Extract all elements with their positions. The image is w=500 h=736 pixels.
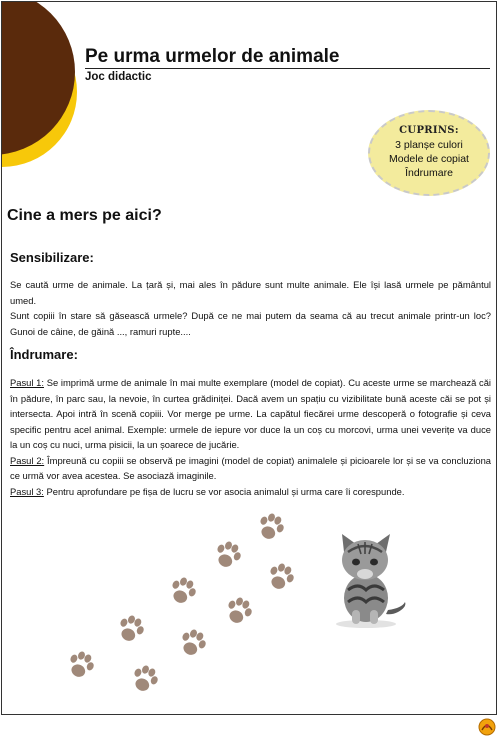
contents-item: Îndrumare	[405, 167, 453, 179]
step-1-text: Se imprimă urme de animale în mai multe exemplare (model de copiat). Cu aceste urme se marchează căi în pădure, în parc sau, la nevoie, în curtea grădiniței. Dacă avem un spațiu cu vizibilitate bună aceste căi se pot și intersecta. Apoi intră în scenă copiii. Vor merge pe urme. La capătul fiecărei urme descoperă o fotografie și ceva specific pentru acel animal. Exemple: urmele de iepure vor duce la un coș cu morcovi, urma unei veverițe va duce la un coș cu nuci, urma pisicii, la un șoarece de jucărie.	[10, 377, 492, 450]
page-subtitle: Joc didactic	[85, 71, 152, 83]
corner-decoration	[1, 1, 92, 202]
page-frame	[1, 1, 497, 715]
contents-heading: CUPRINS:	[399, 125, 459, 136]
step-3-label: Pasul 3:	[10, 485, 44, 497]
sensibilizare-heading: Sensibilizare:	[10, 250, 94, 265]
sensibilizare-paragraph-1: Se caută urme de animale. La țară și, mai ales în pădure sunt multe animale. Ele își lasă urmele pe pământul umed.	[10, 279, 491, 306]
kitten-image	[328, 532, 408, 628]
indrumare-heading: Îndrumare:	[10, 347, 78, 362]
step-3-text: Pentru aprofundare pe fișa de lucru se vor asocia animalul și urma care îi corespunde.	[43, 485, 405, 497]
contents-item: Modele de copiat	[389, 153, 469, 165]
question-title: Cine a mers pe aici?	[7, 207, 162, 224]
sensibilizare-paragraph-2: Sunt copiii în stare să găsească urmele? După ce ne mai putem da seama că au trecut animale printr-un loc? Gunoi de câine, de găină ..., ramuri rupte....	[10, 310, 491, 337]
paw-prints-illustration	[2, 507, 322, 707]
paw-icon	[212, 538, 245, 571]
step-2	[10, 453, 491, 484]
step-1-label: Pasul 1:	[10, 377, 44, 388]
paw-icon	[65, 648, 98, 681]
indrumare-text	[10, 375, 491, 499]
paw-icon	[265, 560, 298, 593]
paw-icon	[167, 574, 200, 607]
paw-icon	[255, 510, 288, 543]
sensibilizare-text	[10, 277, 491, 339]
step-1	[10, 375, 491, 453]
paw-icon	[129, 662, 162, 695]
contents-item: 3 planșe culori	[395, 139, 463, 151]
page-title: Pe urma urmelor de animale	[85, 46, 490, 69]
paw-icon	[115, 612, 148, 645]
step-2-text: Împreună cu copiii se observă pe imagini (model de copiat) animalele și picioarele lor și se va concluziona ce urmă vor avea acestea. Se asociază imaginile.	[10, 454, 492, 481]
step-3	[10, 484, 491, 500]
paw-icon	[223, 594, 256, 627]
contents-box	[368, 110, 490, 196]
step-2-label: Pasul 2:	[10, 454, 45, 466]
publisher-logo-icon	[478, 718, 496, 736]
paw-icon	[177, 626, 210, 659]
